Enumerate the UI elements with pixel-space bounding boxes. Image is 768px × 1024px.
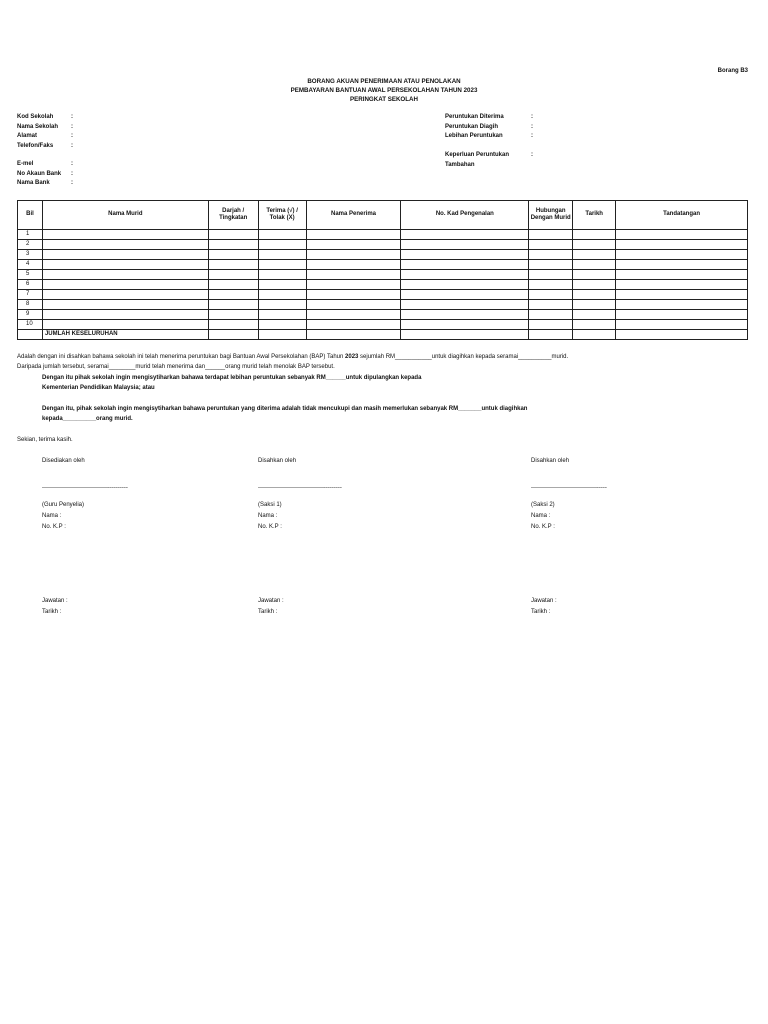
col-header-terima-tolak: Terima (√) / Tolak (X) — [258, 201, 306, 230]
signature-heading: Disahkan oleh — [258, 458, 297, 464]
table-cell — [529, 290, 573, 300]
info-label: Peruntukan Diagih — [445, 123, 499, 130]
table-cell — [401, 290, 529, 300]
signature-line: ------------------------------------------ — [258, 485, 342, 491]
table-cell — [573, 250, 616, 260]
title-line-1: BORANG AKUAN PENERIMAAN ATAU PENOLAKAN — [307, 78, 461, 85]
table-cell — [42, 300, 208, 310]
table-cell — [306, 270, 401, 280]
table-cell — [616, 260, 748, 270]
row-number: 2 — [18, 240, 43, 250]
table-cell — [401, 310, 529, 320]
surplus-line-1: Dengan itu pihak sekolah ingin mengisytiharkan bahawa terdapat lebihan peruntukan sebanyak RM______untuk dipulangkan kepada — [42, 375, 422, 381]
table-cell — [306, 320, 401, 330]
table-cell — [208, 250, 258, 260]
table-cell — [573, 270, 616, 280]
table-cell — [616, 240, 748, 250]
signature-jawatan: Jawatan : — [42, 598, 68, 604]
table-cell — [616, 320, 748, 330]
table-cell — [306, 240, 401, 250]
table-cell — [401, 260, 529, 270]
table-cell — [42, 230, 208, 240]
signature-tarikh: Tarikh : — [258, 609, 278, 615]
table-cell — [616, 330, 748, 340]
table-cell — [208, 290, 258, 300]
table-cell — [573, 300, 616, 310]
table-cell — [258, 230, 306, 240]
row-number: 7 — [18, 290, 43, 300]
table-cell — [306, 330, 401, 340]
table-cell — [529, 330, 573, 340]
table-cell — [42, 320, 208, 330]
table-row — [18, 240, 748, 250]
table-row — [18, 300, 748, 310]
table-cell — [42, 280, 208, 290]
student-table — [17, 200, 748, 340]
table-cell — [208, 280, 258, 290]
info-colon: : — [71, 123, 73, 130]
info-nama-bank — [17, 179, 73, 189]
signature-nama: Nama : — [531, 513, 551, 519]
info-alamat — [17, 132, 73, 142]
table-cell — [18, 330, 43, 340]
table-cell — [42, 260, 208, 270]
table-cell — [616, 270, 748, 280]
table-cell — [208, 260, 258, 270]
info-tambahan — [445, 161, 531, 171]
table-cell — [401, 250, 529, 260]
info-no-akaun-bank — [17, 170, 73, 180]
table-cell — [529, 270, 573, 280]
info-label: Nama Bank — [17, 180, 50, 186]
signature-role: (Saksi 1) — [258, 502, 282, 508]
table-cell — [42, 270, 208, 280]
table-cell — [401, 300, 529, 310]
table-cell — [258, 320, 306, 330]
col-header-tarikh: Tarikh — [573, 201, 616, 230]
table-cell — [573, 290, 616, 300]
declaration-line-1 — [17, 352, 568, 363]
table-cell — [208, 230, 258, 240]
table-cell — [258, 290, 306, 300]
table-cell — [42, 290, 208, 300]
table-cell — [401, 240, 529, 250]
signature-tarikh: Tarikh : — [42, 609, 62, 615]
col-header-nama-penerima: Nama Penerima — [306, 201, 401, 230]
table-row — [18, 290, 748, 300]
table-cell — [208, 330, 258, 340]
table-cell — [306, 290, 401, 300]
row-number: 9 — [18, 310, 43, 320]
col-header-tandatangan: Tandatangan — [616, 201, 748, 230]
signature-block-saksi-2 — [531, 456, 607, 618]
table-body — [18, 230, 748, 340]
info-label: Kod Sekolah — [17, 114, 54, 120]
info-telefon-faks — [17, 142, 73, 152]
table-row — [18, 310, 748, 320]
table-cell — [208, 300, 258, 310]
table-cell — [208, 270, 258, 280]
info-colon: : — [71, 170, 73, 177]
table-cell — [401, 230, 529, 240]
table-row — [18, 260, 748, 270]
table-cell — [401, 320, 529, 330]
table-cell — [208, 310, 258, 320]
signature-kp: No. K.P : — [531, 524, 555, 530]
info-label: Keperluan Peruntukan — [445, 152, 510, 158]
signature-heading: Disediakan oleh — [42, 458, 85, 464]
table-cell — [306, 310, 401, 320]
signature-heading: Disahkan oleh — [531, 458, 570, 464]
row-number: 1 — [18, 230, 43, 240]
table-header-row — [18, 201, 748, 230]
signature-kp: No. K.P : — [258, 524, 282, 530]
table-cell — [573, 260, 616, 270]
signature-role: (Saksi 2) — [531, 502, 555, 508]
table-cell — [529, 280, 573, 290]
table-cell — [529, 320, 573, 330]
table-cell — [258, 280, 306, 290]
signature-jawatan: Jawatan : — [531, 598, 557, 604]
info-colon: : — [71, 142, 73, 149]
table-cell — [401, 270, 529, 280]
info-label: Peruntukan Diterima — [445, 114, 504, 120]
info-peruntukan-diagih — [445, 123, 533, 133]
info-colon: : — [531, 133, 533, 139]
info-colon: : — [71, 180, 73, 186]
signature-line: -------------------------------------- — [531, 485, 607, 491]
table-total-row — [18, 330, 748, 340]
info-label: E-mel — [17, 161, 34, 167]
table-cell — [306, 300, 401, 310]
info-colon: : — [531, 123, 533, 130]
signature-nama: Nama : — [42, 513, 62, 519]
table-cell — [616, 310, 748, 320]
table-cell — [573, 280, 616, 290]
table-cell — [306, 280, 401, 290]
declaration-line-2: Daripada jumlah tersebut, seramai________murid telah menerima dan______orang murid telah menolak BAP tersebut. — [17, 364, 335, 370]
table-row — [18, 230, 748, 240]
closing-text: Sekian, terima kasih. — [17, 437, 73, 443]
info-colon: : — [71, 133, 73, 139]
row-number: 6 — [18, 280, 43, 290]
table-cell — [258, 300, 306, 310]
table-cell — [529, 250, 573, 260]
col-header-nama-murid: Nama Murid — [42, 201, 208, 230]
info-keperluan-peruntukan — [445, 151, 533, 161]
title-line-3: PERINGKAT SEKOLAH — [350, 96, 418, 103]
table-cell — [573, 240, 616, 250]
table-cell — [306, 250, 401, 260]
signature-role: (Guru Penyelia) — [42, 502, 85, 508]
total-label: JUMLAH KESELURUHAN — [42, 330, 208, 340]
col-header-kad-pengenalan: No. Kad Pengenalan — [401, 201, 529, 230]
table-cell — [258, 310, 306, 320]
info-colon: : — [71, 161, 73, 167]
table-cell — [573, 330, 616, 340]
table-cell — [529, 300, 573, 310]
col-header-bil: Bil — [18, 201, 43, 230]
signature-kp: No. K.P : — [42, 524, 66, 530]
table-row — [18, 270, 748, 280]
row-number: 8 — [18, 300, 43, 310]
table-cell — [208, 320, 258, 330]
table-cell — [529, 310, 573, 320]
table-cell — [208, 240, 258, 250]
form-code: Borang B3 — [717, 68, 748, 74]
table-cell — [573, 230, 616, 240]
table-cell — [573, 310, 616, 320]
form-title — [0, 77, 768, 104]
row-number: 5 — [18, 270, 43, 280]
declaration-year: 2023 — [345, 354, 359, 360]
declaration-line-1-b: sejumlah RM___________untuk diagihkan kepada seramai__________murid. — [358, 354, 569, 360]
table-cell — [529, 260, 573, 270]
table-cell — [306, 230, 401, 240]
table-cell — [401, 330, 529, 340]
table-cell — [616, 280, 748, 290]
info-email — [17, 160, 73, 170]
table-cell — [616, 250, 748, 260]
table-cell — [401, 280, 529, 290]
info-label: Alamat — [17, 133, 38, 139]
info-label: Tambahan — [445, 161, 475, 168]
declaration-line-1-a: Adalah dengan ini disahkan bahawa sekolah ini telah menerima peruntukan bagi Bantuan Awal Persekolahan (BAP) Tahun — [17, 354, 346, 360]
row-number: 10 — [18, 320, 43, 330]
signature-block-guru — [42, 456, 128, 618]
table-cell — [42, 310, 208, 320]
table-row — [18, 280, 748, 290]
signature-block-saksi-1 — [258, 456, 342, 618]
table-cell — [306, 260, 401, 270]
table-cell — [42, 240, 208, 250]
table-cell — [42, 250, 208, 260]
table-cell — [258, 270, 306, 280]
info-lebihan-peruntukan — [445, 132, 533, 142]
col-header-darjah: Darjah / Tingkatan — [208, 201, 258, 230]
table-cell — [529, 230, 573, 240]
shortfall-line-1: Dengan itu, pihak sekolah ingin mengisytiharkan bahawa peruntukan yang diterima adalah tidak mencukupi dan masih memerlukan sebanyak RM_______untuk diagihkan — [42, 406, 528, 412]
info-label: Nama Sekolah — [17, 123, 59, 130]
info-label: Telefon/Faks — [17, 142, 54, 149]
table-cell — [258, 260, 306, 270]
info-colon: : — [531, 152, 533, 158]
table-cell — [616, 230, 748, 240]
row-number: 3 — [18, 250, 43, 260]
table-cell — [573, 320, 616, 330]
info-label: Lebihan Peruntukan — [445, 133, 503, 139]
shortfall-line-2: kepada__________orang murid. — [42, 416, 133, 422]
info-label: No Akaun Bank — [17, 170, 62, 177]
table-cell — [258, 330, 306, 340]
info-kod-sekolah — [17, 113, 73, 123]
signature-tarikh: Tarikh : — [531, 609, 551, 615]
info-peruntukan-diterima — [445, 113, 533, 123]
table-cell — [529, 240, 573, 250]
signature-nama: Nama : — [258, 513, 278, 519]
row-number: 4 — [18, 260, 43, 270]
info-colon: : — [531, 114, 533, 120]
table-cell — [258, 250, 306, 260]
info-colon: : — [71, 114, 73, 120]
table-cell — [616, 300, 748, 310]
table-cell — [616, 290, 748, 300]
signature-line: ------------------------------------------- — [42, 485, 128, 491]
signature-jawatan: Jawatan : — [258, 598, 284, 604]
table-cell — [258, 240, 306, 250]
table-row — [18, 320, 748, 330]
surplus-line-2: Kementerian Pendidikan Malaysia; atau — [42, 385, 155, 391]
col-header-hubungan: Hubungan Dengan Murid — [529, 201, 573, 230]
title-line-2: PEMBAYARAN BANTUAN AWAL PERSEKOLAHAN TAHUN 2023 — [290, 87, 478, 94]
info-nama-sekolah — [17, 123, 73, 133]
table-row — [18, 250, 748, 260]
